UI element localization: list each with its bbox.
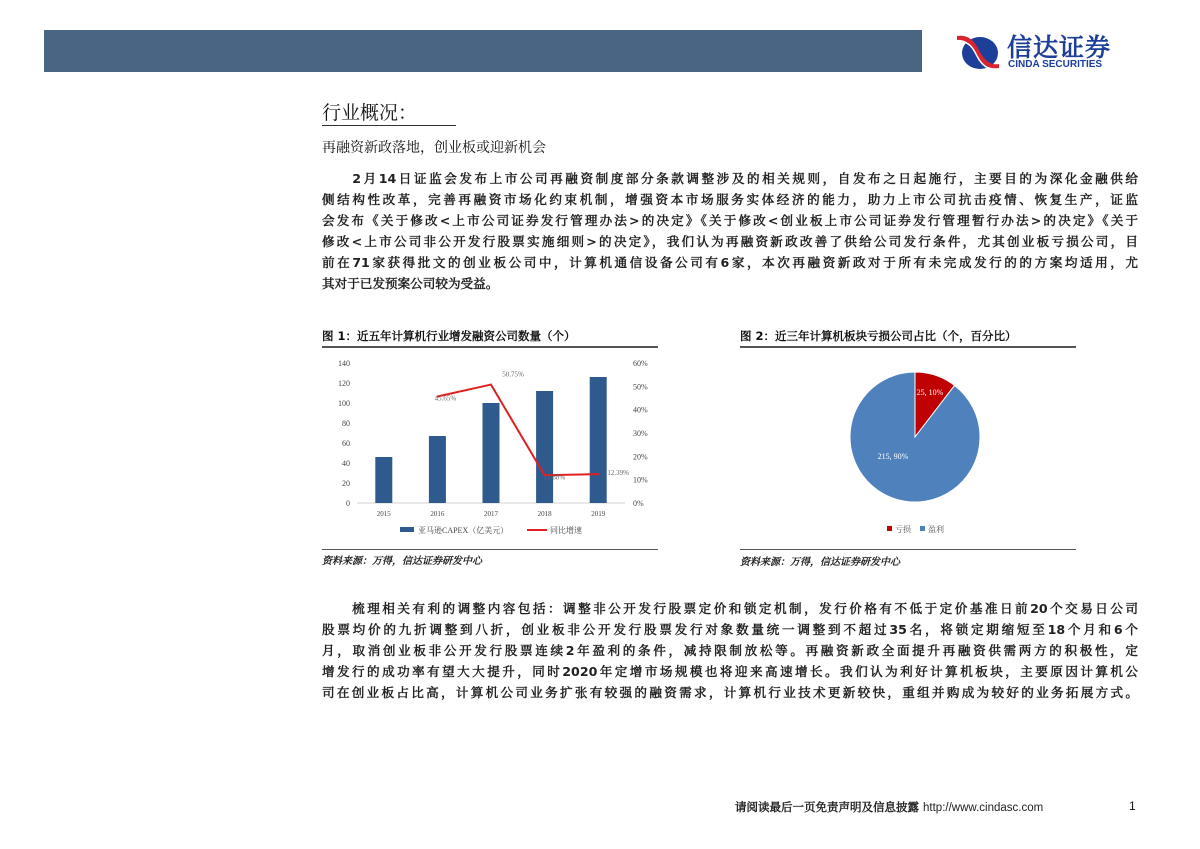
section-title: 行业概况： — [322, 102, 418, 124]
growth-line — [434, 385, 598, 476]
paragraph-line: 增发行的成功率有望大大提升，同时2020年定增市场规模也将迎来高速增长。我们认为利好计算机板块，主要原因计算机公 — [322, 664, 1138, 679]
website-link[interactable]: http://www.cindasc.com — [923, 802, 1044, 814]
legend-label: 亚马逊CAPEX（亿美元） — [418, 526, 509, 535]
figure-2-top-rule — [740, 346, 1076, 348]
figure-1-chart — [322, 350, 658, 548]
figure-2-source: 资料来源：万得，信达证券研发中心 — [740, 557, 900, 568]
page-number: 1 — [1129, 799, 1136, 813]
growth-point — [490, 384, 492, 386]
x-tick-label: 2018 — [537, 510, 552, 518]
y-left-tick-label: 100 — [338, 399, 350, 408]
paragraph-line: 梳理相关有利的调整内容包括：调整非公开发行股票定价和锁定机制，发行价格有不低于定价基准日前20个交易日公司 — [322, 601, 1138, 616]
legend-label: 盈利 — [928, 525, 944, 534]
disclaimer-text: 请阅读最后一页免责声明及信息披露 — [735, 800, 919, 814]
legend-swatch-loss — [887, 526, 892, 531]
y-left-tick-label: 60 — [342, 439, 350, 448]
bar-2015 — [375, 457, 392, 503]
x-tick-label: 2016 — [430, 510, 445, 518]
y-left-tick-label: 0 — [346, 499, 350, 508]
y-right-tick-label: 60% — [633, 359, 648, 368]
figure-1-title: 图 1：近五年计算机行业增发融资公司数量（个） — [322, 329, 576, 343]
data-label: 50.75% — [502, 370, 524, 379]
paragraph-line: 司在创业板占比高，计算机公司业务扩张有较强的融资需求，计算机行业技术更新较快，重组并购成为较好的业务拓展方式。 — [322, 685, 1138, 700]
legend-swatch-bar — [400, 527, 414, 532]
figure-1-top-rule — [322, 346, 658, 348]
figure-1-bottom-rule — [322, 549, 658, 550]
data-label: 11.88% — [543, 473, 566, 482]
y-right-tick-label: 40% — [633, 405, 648, 415]
y-right-tick-label: 50% — [633, 382, 648, 392]
bar-2019 — [590, 377, 607, 503]
figure-2-bottom-rule — [740, 549, 1076, 550]
figure-2-title: 图 2：近三年计算机板块亏损公司占比（个，百分比） — [740, 329, 1017, 343]
paragraph-line: 修改<上市公司非公开发行股票实施细则>的决定》，我们认为再融资新政改善了供给公司发行条件，尤其创业板亏损公司，目 — [322, 234, 1138, 249]
y-left-tick-label: 80 — [342, 419, 350, 428]
pie-data-label: 25, 10% — [916, 388, 944, 397]
y-right-tick-label: 0% — [633, 499, 644, 508]
x-tick-label: 2017 — [484, 510, 498, 518]
logo-text-cn: 信达证券 — [1007, 33, 1112, 62]
data-label: 12.39% — [607, 469, 629, 478]
paragraph-line: 会发布《关于修改<上市公司证券发行管理办法>的决定》《关于修改<创业板上市公司证券发行管理暂行办法>的决定》《关于 — [322, 213, 1138, 228]
data-label: 45.65% — [434, 394, 457, 403]
logo-text-en: CINDA SECURITIES — [1008, 59, 1103, 70]
x-tick-label: 2019 — [591, 510, 606, 518]
pie-slice-profit — [850, 372, 980, 502]
figure-2-chart — [740, 350, 1076, 548]
y-left-tick-label: 20 — [342, 479, 350, 488]
growth-point — [597, 473, 599, 475]
y-left-tick-label: 140 — [338, 359, 350, 368]
paragraph-line: 侧结构性改革，完善再融资市场化约束机制，增强资本市场服务实体经济的能力，助力上市公司抗击疫情、恢复生产，证监 — [322, 192, 1138, 207]
cinda-logo — [955, 28, 1165, 76]
paragraph-line: 其对于已发预案公司较为受益。 — [322, 276, 499, 291]
cinda-emblem-icon — [955, 28, 1001, 74]
pie-data-label: 215, 90% — [877, 452, 909, 461]
bar-2017 — [483, 403, 500, 503]
paragraph-1 — [322, 168, 1138, 294]
paragraph-line: 月，取消创业板非公开发行股票连续2年盈利的条件，减持限制放松等。再融资新政全面提升再融资供需两方的积极性，定 — [322, 643, 1138, 658]
paragraph-2 — [322, 598, 1138, 703]
x-tick-label: 2015 — [376, 510, 391, 518]
legend-label: 亏损 — [895, 525, 911, 534]
y-right-tick-label: 10% — [633, 475, 648, 485]
legend-swatch-profit — [920, 526, 925, 531]
footer-disclaimer — [735, 799, 1043, 815]
paragraph-line: 前在71家获得批文的创业板公司中，计算机通信设备公司有6家，本次再融资新政对于所有未完成发行的的方案均适用，尤 — [322, 255, 1138, 270]
section-title-underline — [322, 125, 456, 126]
section-subtitle: 再融资新政落地，创业板或迎新机会 — [322, 140, 546, 156]
header-bar — [44, 30, 922, 72]
y-left-tick-label: 40 — [342, 459, 350, 468]
bar-2016 — [429, 436, 446, 503]
bar-2018 — [536, 391, 553, 503]
legend-label: 同比增速 — [550, 526, 582, 535]
y-right-tick-label: 30% — [633, 429, 648, 438]
paragraph-line: 股票均价的九折调整到八折，创业板非公开发行股票发行对象数量统一调整到不超过35名，将锁定期缩短至18个月和6个 — [322, 622, 1138, 637]
y-left-tick-label: 120 — [338, 379, 350, 388]
y-right-tick-label: 20% — [633, 452, 648, 462]
figure-1-source: 资料来源：万得，信达证券研发中心 — [322, 556, 482, 567]
paragraph-line: 2月14日证监会发布上市公司再融资制度部分条款调整涉及的相关规则，自发布之日起施行，主要目的为深化金融供给 — [322, 171, 1138, 186]
